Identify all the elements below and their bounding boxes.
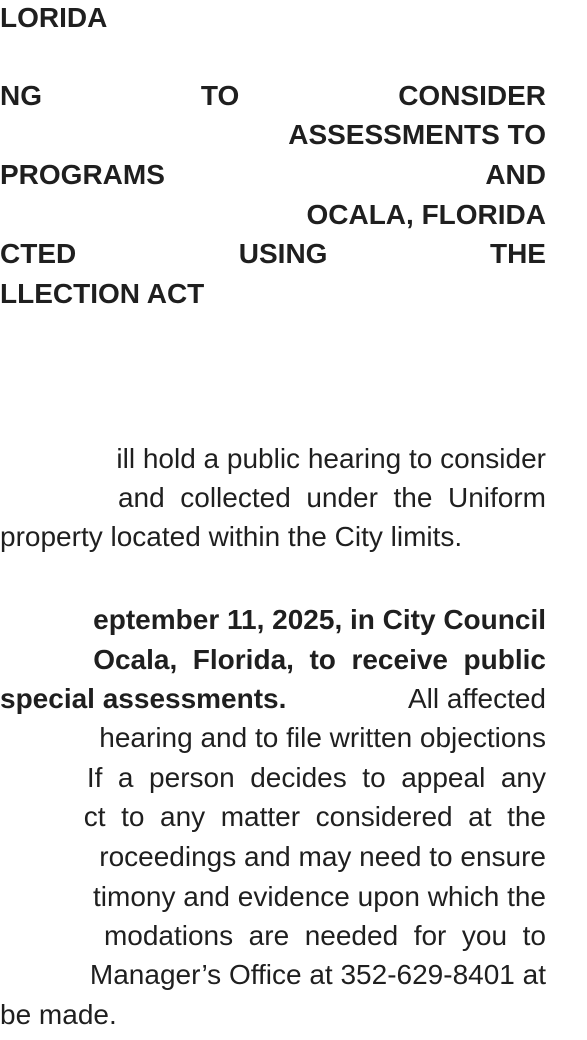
title-word: USING [238,238,328,269]
title-line-3 [0,161,546,189]
paragraph2-line-11: be made. [0,999,117,1030]
header-county-line: LORIDA [0,2,108,33]
title-word: PROGRAMS [0,159,165,190]
mixed-regular-text: All affected [407,683,546,714]
mixed-bold-text: special assessments. [0,683,287,714]
paragraph2-line-9: modations are needed for you to [103,920,546,951]
paragraph2-line-8: timony and evidence upon which the [93,881,546,912]
paragraph2-line-4: hearing and to file written objections [99,722,546,753]
title-line-5 [0,240,546,268]
paragraph1-line-1: ill hold a public hearing to consider [116,443,546,474]
title-line-1 [0,82,546,110]
paragraph2-line-5: If a person decides to appeal any [86,762,546,793]
title-line-6: LLECTION ACT [0,278,205,309]
title-line-2: ASSESSMENTS TO [288,119,546,150]
paragraph2-line-3 [0,685,546,713]
title-word: CONSIDER [398,80,546,111]
paragraph2-line-2: Ocala, Florida, to receive public [93,644,546,675]
title-word: NG [0,80,42,111]
paragraph2-line-10: Manager’s Office at 352-629-8401 at [89,959,546,990]
title-word: THE [489,238,546,269]
title-word: TO [200,80,240,111]
paragraph2-line-7: roceedings and may need to ensure [99,841,546,872]
paragraph2-line-1: eptember 11, 2025, in City Council [93,604,546,635]
title-word: AND [485,159,546,190]
title-line-4: OCALA, FLORIDA [306,199,546,230]
paragraph1-line-3: property located within the City limits. [0,521,463,552]
paragraph1-line-2: and collected under the Uniform [117,482,546,513]
title-word: CTED [0,238,77,269]
paragraph2-line-6: ct to any matter considered at the [83,801,546,832]
